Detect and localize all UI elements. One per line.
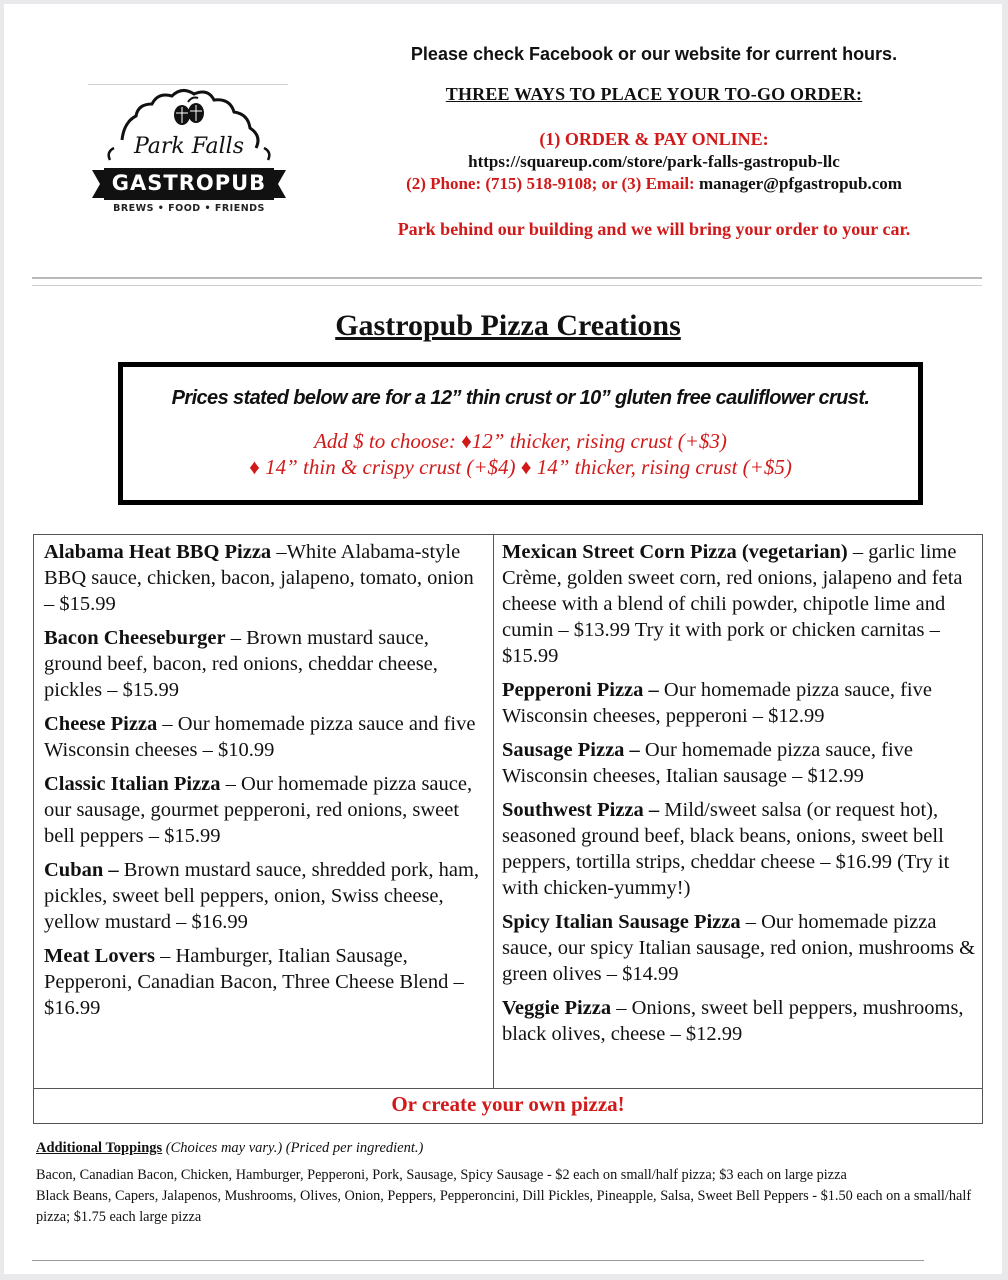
toppings-meat-line: Bacon, Canadian Bacon, Chicken, Hamburger, Pepperoni, Pork, Sausage, Spicy Sausage - $2 each on small/half pizza; $3 each on large pizza (36, 1167, 847, 1183)
menu-item-desc: –White Alabama-style BBQ sauce, chicken, bacon, jalapeno, tomato, onion – $15.99 (44, 541, 474, 615)
menu-item-name: Veggie Pizza (502, 997, 612, 1019)
order-ways-title: THREE WAYS TO PLACE YOUR TO-GO ORDER: (445, 84, 863, 104)
logo-banner-text: GASTROPUB (111, 171, 267, 195)
footer-divider (32, 1260, 924, 1261)
menu-item (502, 539, 978, 669)
toppings-veg-line: Black Beans, Capers, Jalapenos, Mushrooms, Olives, Onion, Peppers, Pepperoncini, Dill Pickles, Pineapple, Salsa, Sweet Bell Peppers - $1.50 each on a small/half pizza; $1.75 each large pizza (36, 1188, 972, 1225)
hops-icon (174, 98, 204, 126)
order-url-link[interactable]: https://squareup.com/store/park-falls-gastropub-llc (468, 152, 840, 171)
crust-pricing-note: Prices stated below are for a 12” thin crust or 10” gluten free cauliflower crust. (171, 387, 870, 409)
pizza-menu-table (33, 534, 983, 1124)
logo-top-line (88, 84, 288, 85)
menu-item (502, 995, 978, 1047)
toppings-title: Additional Toppings (36, 1140, 163, 1156)
menu-item-desc: – garlic lime Crème, golden sweet corn, red onions, jalapeno and feta cheese with a blend of chili powder, chipotle lime and cumin – $13.99 Try it with pork or chicken carnitas – $15.99 (502, 541, 963, 667)
menu-item (502, 797, 978, 901)
menu-item-desc: – Our homemade pizza sauce, our sausage, gourmet pepperoni, red onions, sweet bell peppers – $15.99 (44, 773, 473, 847)
header-divider (32, 277, 982, 279)
menu-item-name: Pepperoni Pizza – (502, 679, 659, 701)
email-link[interactable]: manager@pfgastropub.com (698, 174, 902, 193)
phone-text: (2) Phone: (715) 518-9108; or (3) Email: (406, 174, 699, 193)
menu-item-desc: Our homemade pizza sauce, five Wisconsin cheeses, Italian sausage – $12.99 (502, 739, 914, 787)
gastropub-logo (84, 82, 294, 222)
page-title: Gastropub Pizza Creations (335, 309, 681, 342)
logo-tagline: BREWS • FOOD • FRIENDS (113, 203, 265, 214)
menu-item-desc: – Brown mustard sauce, ground beef, bacon, red onions, cheddar cheese, pickles – $15.99 (44, 627, 438, 701)
menu-item-name: Cuban – (44, 859, 119, 881)
column-divider (493, 535, 494, 1088)
menu-item-name: Mexican Street Corn Pizza (vegetarian) (502, 541, 848, 563)
menu-item (44, 711, 484, 763)
menu-item-desc: Our homemade pizza sauce, five Wisconsin cheeses, pepperoni – $12.99 (502, 679, 932, 727)
menu-item-name: Spicy Italian Sausage Pizza (502, 911, 741, 933)
menu-item (44, 771, 484, 849)
menu-item-desc: – Our homemade pizza sauce, our spicy Italian sausage, red onion, mushrooms & green olives – $14.99 (502, 911, 976, 985)
menu-item-desc: – Our homemade pizza sauce and five Wisconsin cheeses – $10.99 (44, 713, 476, 761)
menu-item (44, 857, 484, 935)
menu-item-desc: Brown mustard sauce, shredded pork, ham, pickles, sweet bell peppers, onion, Swiss cheese, yellow mustard – $16.99 (44, 859, 480, 933)
menu-item (502, 677, 978, 729)
parking-note: Park behind our building and we will bring your order to your car. (397, 219, 911, 239)
order-online-label: (1) ORDER & PAY ONLINE: (539, 129, 769, 149)
menu-item-desc: – Hamburger, Italian Sausage, Pepperoni, Canadian Bacon, Three Cheese Blend – $16.99 (44, 945, 464, 1019)
menu-item (44, 625, 484, 703)
menu-column-left (44, 535, 484, 1021)
hours-note: Please check Facebook or our website for current hours. (410, 44, 898, 64)
menu-column-right (502, 535, 978, 1047)
menu-item-name: Cheese Pizza (44, 713, 158, 735)
toppings-note: (Choices may vary.) (Priced per ingredient.) (162, 1140, 424, 1156)
menu-item-name: Sausage Pizza – (502, 739, 640, 761)
logo-script-text: Park Falls (133, 134, 245, 159)
header-divider-thin (32, 285, 982, 286)
menu-item-name: Alabama Heat BBQ Pizza (44, 541, 272, 563)
menu-item (44, 943, 484, 1021)
create-own-pizza: Or create your own pizza! (391, 1092, 625, 1116)
menu-item-name: Southwest Pizza – (502, 799, 660, 821)
crust-upgrade-line-2: ♦ 14” thin & crispy crust (+$4) ♦ 14” thicker, rising crust (+$5) (249, 455, 792, 479)
crust-pricing-box (118, 362, 923, 505)
menu-item (44, 539, 484, 617)
menu-item-name: Classic Italian Pizza (44, 773, 221, 795)
menu-item-name: Meat Lovers (44, 945, 155, 967)
crust-upgrade-line-1: Add $ to choose: ♦12” thicker, rising crust (+$3) (314, 429, 727, 453)
menu-item-name: Bacon Cheeseburger (44, 627, 226, 649)
menu-item-desc: Mild/sweet salsa (or request hot), seasoned ground beef, black beans, onions, sweet bell peppers, tortilla strips, cheddar cheese – $16.99 (Try it with chicken-yummy!) (502, 799, 950, 899)
additional-toppings (36, 1140, 976, 1228)
phone-email-line (304, 174, 1004, 194)
menu-item (502, 737, 978, 789)
menu-item-desc: – Onions, sweet bell peppers, mushrooms, black olives, cheese – $12.99 (502, 997, 964, 1045)
create-own-divider (34, 1088, 982, 1089)
toppings-heading (36, 1140, 976, 1157)
menu-sheet (4, 4, 1002, 1274)
menu-item (502, 909, 978, 987)
